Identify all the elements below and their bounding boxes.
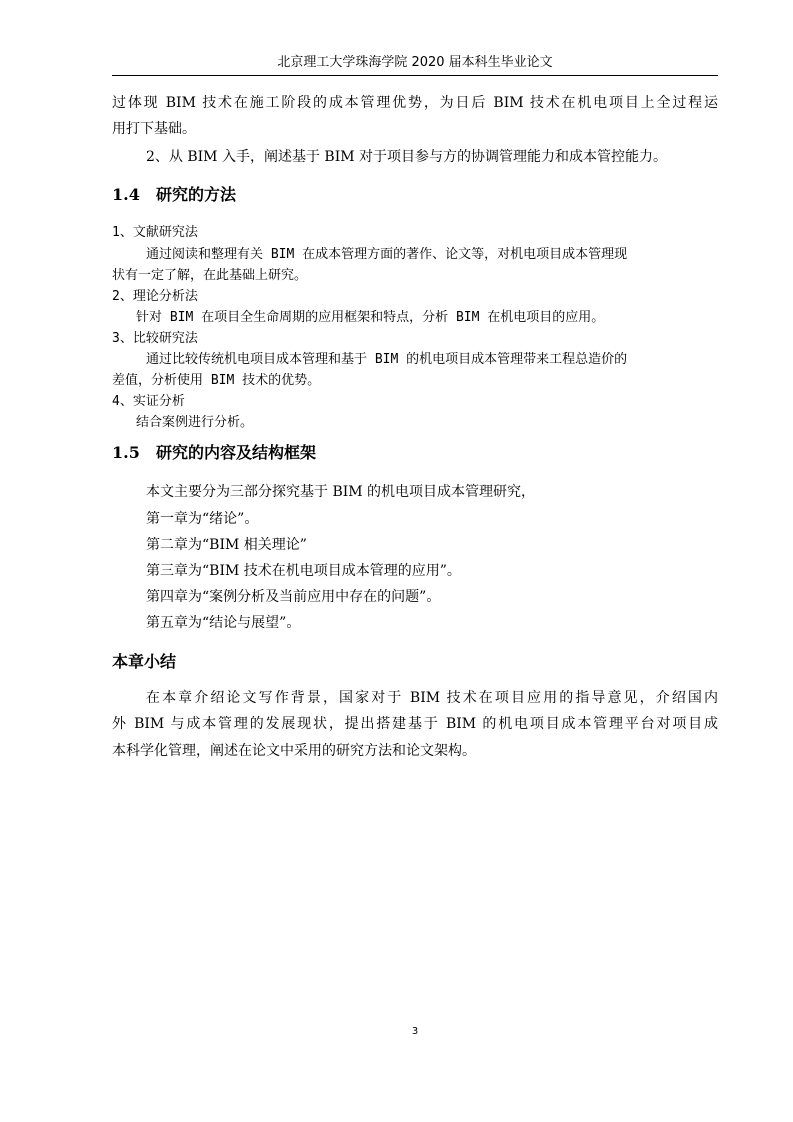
section-title: 研究的内容及结构框架	[156, 443, 317, 462]
section-heading	[112, 442, 316, 464]
section-title: 研究的方法	[156, 185, 237, 204]
chapter-line: 第四章为“案例分析及当前应用中存在的问题”。	[146, 589, 441, 605]
summary-line: 本科学化管理，阐述在论文中采用的研究方法和论文架构。	[112, 743, 476, 759]
header-rule	[112, 75, 718, 76]
method-label: 4、实证分析	[112, 394, 185, 409]
section-heading	[112, 184, 236, 206]
body-line: 过体现 BIM 技术在施工阶段的成本管理优势，为日后 BIM 技术在机电项目上全过程运	[112, 95, 718, 111]
body-line: 用打下基础。	[112, 121, 196, 137]
section-number: 1.4	[112, 185, 140, 204]
section-number: 1.5	[112, 443, 140, 462]
method-line: 通过比较传统机电项目成本管理和基于 BIM 的机电项目成本管理带来工程总造价的	[146, 352, 628, 367]
method-label: 2、理论分析法	[112, 289, 198, 304]
method-label: 3、比较研究法	[112, 331, 198, 346]
body-line: 本文主要分为三部分探究基于 BIM 的机电项目成本管理研究，	[146, 484, 536, 500]
summary-line: 外 BIM 与成本管理的发展现状，提出搭建基于 BIM 的机电项目成本管理平台对项目成	[112, 716, 718, 732]
chapter-line: 第二章为“BIM 相关理论”	[146, 537, 307, 553]
running-header: 北京理工大学珠海学院 2020 届本科生毕业论文	[277, 55, 553, 70]
page-number: 3	[411, 1026, 419, 1037]
method-line: 状有一定了解，在此基础上研究。	[112, 268, 308, 283]
summary-heading: 本章小结	[112, 652, 177, 671]
method-label: 1、文献研究法	[112, 225, 198, 240]
method-line: 结合案例进行分析。	[136, 415, 254, 430]
chapter-line: 第五章为“结论与展望”。	[146, 615, 301, 631]
chapter-line: 第一章为“绪论”。	[146, 511, 259, 527]
summary-line: 在本章介绍论文写作背景，国家对于 BIM 技术在项目应用的指导意见，介绍国内	[146, 690, 718, 706]
chapter-line: 第三章为“BIM 技术在机电项目成本管理的应用”。	[146, 563, 461, 579]
body-line: 2、从 BIM 入手，阐述基于 BIM 对于项目参与方的协调管理能力和成本管控能力。	[146, 149, 668, 165]
method-line: 通过阅读和整理有关 BIM 在成本管理方面的著作、论文等，对机电项目成本管理现	[146, 247, 628, 262]
method-line: 差值，分析使用 BIM 技术的优势。	[112, 373, 321, 388]
method-line: 针对 BIM 在项目全生命周期的应用框架和特点，分析 BIM 在机电项目的应用。	[136, 310, 605, 325]
